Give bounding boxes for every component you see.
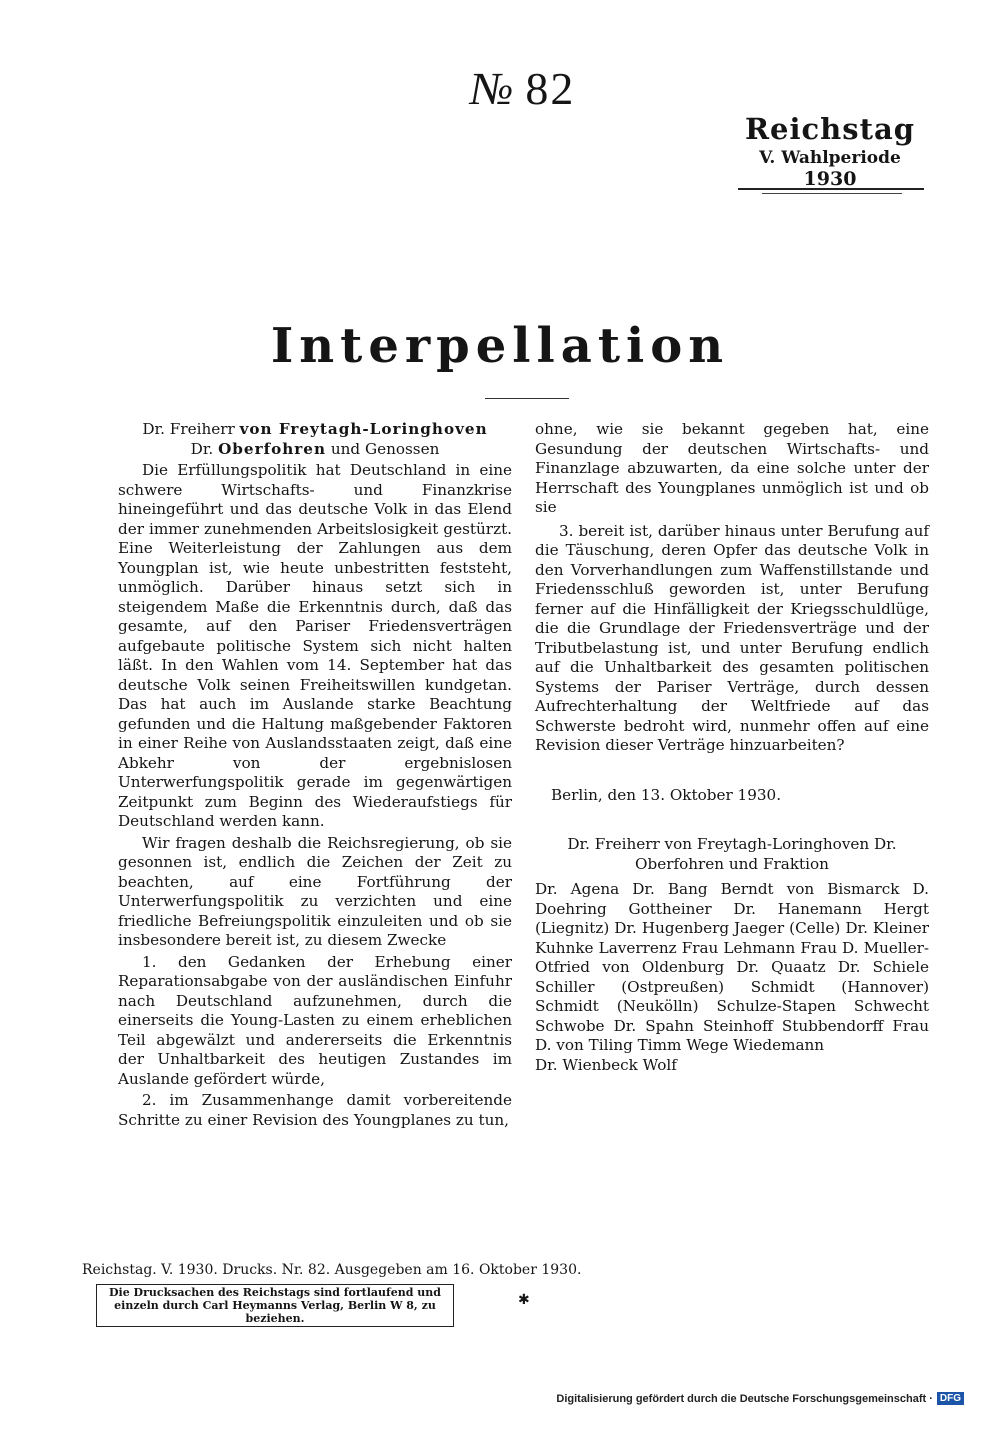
document-number [470,62,575,115]
funding-credit [556,1392,964,1405]
page-title: Interpellation [270,318,730,374]
title-rule [485,398,569,399]
right-column [535,420,929,1075]
author-prefix-1: Dr. Freiherr [142,420,240,438]
star-icon: ✱ [518,1292,530,1308]
place-date: Berlin, den 13. Oktober 1930. [551,785,782,804]
signers-head: Dr. Freiherr von Freytagh-Loringhoven Dr. Oberfohren und Fraktion [567,835,897,873]
period-year: 1930 [803,168,857,190]
print-info: Reichstag. V. 1930. Drucks. Nr. 82. Ausgegeben am 16. Oktober 1930. [82,1262,582,1278]
institution-name: Reichstag [744,112,916,146]
authors-line-2 [118,440,512,460]
list-item-2: 2. im Zusammenhange damit vorbereitende Schritte zu einer Revision des Youngplanes zu tun, [118,1091,512,1129]
funding-credit-text: Digitalisierung gefördert durch die Deutsche Forschungsgemeinschaft · [556,1392,933,1405]
signers-list [535,880,929,1075]
author-suffix-2: und Genossen [326,439,440,458]
header-rule-inner [762,193,902,194]
electoral-period: V. Wahlperiode [759,148,901,168]
author-prefix-2: Dr. [190,439,219,458]
signers-last: Dr. Wienbeck Wolf [535,1055,677,1074]
paragraph-2: Wir fragen deshalb die Reichsregierung, ob sie gesonnen ist, endlich die Zeichen der Zeit zu beachten, auf eine Fortführung der Unterwerfungspolitik zu verzichten und eine friedliche Befreiungspolitik einzuleiten und ob sie insbesondere bereit ist, zu diesem Zwecke [118,833,512,949]
author-name-1: von Freytagh-Loringhoven [239,420,488,438]
continuation-paragraph: ohne, wie sie bekannt gegeben hat, eine Gesundung der deutschen Wirtschafts- und Finanzlage abzuwarten, da eine solche unter der Herrschaft des Youngplanes unmöglich ist und ob sie [535,420,929,516]
author-name-2: Oberfohren [218,439,327,458]
list-item-1: 1. den Gedanken der Erhebung einer Reparationsabgabe von der ausländischen Einfuhr nach Deutschland aufzunehmen, durch die einerseits die Young-Lasten zu einem erheblichen Teil abgewälzt und andererseits die Erkenntnis der Unhaltbarkeit des heutigen Zustandes im Auslande gefördert würde, [118,952,512,1088]
authors-line-1 [118,420,512,440]
header-rule [738,188,924,190]
number-sign: № [470,63,516,114]
reichstag-header [740,112,920,190]
signers-names: Dr. Agena Dr. Bang Berndt von Bismarck D. Doehring Gottheiner Dr. Hanemann Hergt (Liegnitz) Dr. Hugenberg Jaeger (Celle) Dr. Kleiner Kuhnke Laverrenz Frau Lehmann Frau D. Mueller-Otfried von Oldenburg Dr. Quaatz Dr. Schiele Schiller (Ostpreußen) Schmidt (Hannover) Schmidt (Neukölln) Schulze-Stapen Schwecht Schwobe Dr. Spahn Steinhoff Stubbendorff Frau D. von Tiling Timm Wege Wiedemann [535,880,929,1054]
dfg-logo: DFG [937,1392,964,1405]
left-column [118,420,512,1130]
document-number-value: 82 [525,63,576,114]
distribution-notice: Die Drucksachen des Reichstags sind fortlaufend und einzeln durch Carl Heymanns Verlag, Berlin W 8, zu beziehen. [96,1284,454,1327]
paragraph-1: Die Erfüllungspolitik hat Deutschland in eine schwere Wirtschafts- und Finanzkrise hineingeführt und das deutsche Volk in das Elend der immer zunehmenden Arbeitslosigkeit gestürzt. Eine Weiterleistung der Zahlungen aus dem Youngplan ist, wie heute unbestritten feststeht, unmöglich. Darüber hinaus setzt sich in steigendem Maße die Erkenntnis durch, daß das gesamte, auf den Pariser Friedensverträgen aufgebaute politische System sich nicht halten läßt. In den Wahlen vom 14. September hat das deutsche Volk seinen Freiheitswillen kundgetan. Das hat auch im Auslande starke Beachtung gefunden und die Haltung maßgebender Faktoren in einer Reihe von Auslandsstaaten zeigt, daß eine Abkehr von der ergebnislosen Unterwerfungspolitik gerade im gegenwärtigen Zeitpunkt zum Beginn des Wiederaufstiegs für Deutschland werden kann. [118,461,512,830]
list-item-3: 3. bereit ist, darüber hinaus unter Berufung auf die Täuschung, deren Opfer das deutsche Volk in den Vorverhandlungen zum Waffenstillstande und Friedensschluß geworden ist, unter Berufung ferner auf die Hinfälligkeit der Kriegsschuldlüge, die die Grundlage der Friedensverträge und der Tributbelastung ist, und unter Berufung endlich auf die Unhaltbarkeit des gesamten politischen Systems der Pariser Verträge, durch dessen Aufrechterhaltung der Weltfriede auf das Schwerste bedroht wird, nunmehr offen auf eine Revision dieser Verträge hinzuarbeiten? [535,521,929,754]
